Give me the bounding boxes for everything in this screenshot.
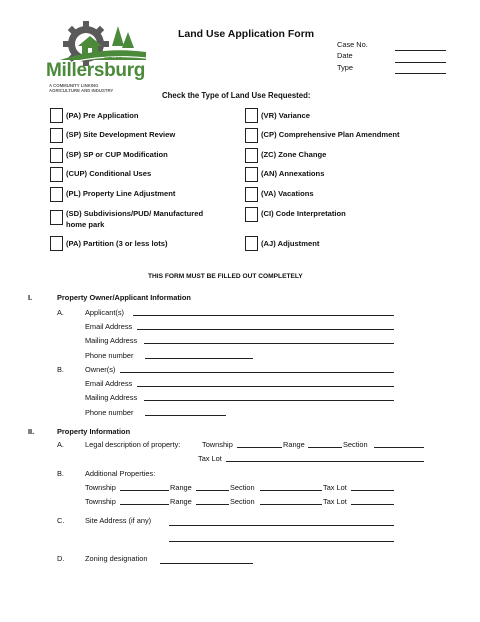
section-2-number: II. — [28, 427, 35, 436]
date-input[interactable] — [395, 54, 446, 63]
section-1-a: A. — [57, 308, 64, 317]
option-ci-code-interpretation: (CI) Code Interpretation — [261, 209, 346, 218]
add1-tax-lot-label: Tax Lot — [323, 483, 347, 492]
owner-phone-label: Phone number — [85, 408, 134, 417]
section-1-title: Property Owner/Applicant Information — [57, 293, 191, 302]
form-title: Land Use Application Form — [178, 28, 315, 40]
checkbox-vr-variance[interactable] — [245, 108, 258, 123]
date-label: Date — [337, 51, 353, 60]
add1-section-input[interactable] — [260, 482, 322, 491]
owner-email-input[interactable] — [137, 378, 394, 387]
applicant-mailing-label: Mailing Address — [85, 336, 138, 345]
city-logo — [42, 16, 154, 96]
legal-range-label: Range — [283, 440, 305, 449]
add1-range-input[interactable] — [196, 482, 229, 491]
checkbox-pa-pre-application[interactable] — [50, 108, 63, 123]
add2-range-label: Range — [170, 497, 192, 506]
option-va-vacations: (VA) Vacations — [261, 189, 314, 198]
applicant-email-label: Email Address — [85, 322, 133, 331]
owner-mailing-label: Mailing Address — [85, 393, 138, 402]
option-vr-variance: (VR) Variance — [261, 111, 310, 120]
add2-tax-lot-input[interactable] — [351, 496, 394, 505]
option-pa-partition: (PA) Partition (3 or less lots) — [66, 239, 168, 248]
legal-section-label: Section — [343, 440, 368, 449]
option-sd-subdivisions-line2: home park — [66, 220, 105, 229]
zoning-designation-label: Zoning designation — [85, 554, 148, 563]
option-sp-site-development: (SP) Site Development Review — [66, 130, 176, 139]
checkbox-zc-zone-change[interactable] — [245, 148, 258, 163]
add2-township-input[interactable] — [120, 496, 169, 505]
option-zc-zone-change: (ZC) Zone Change — [261, 150, 327, 159]
applicant-email-input[interactable] — [137, 321, 394, 330]
type-label: Type — [337, 63, 354, 72]
logo-tagline-1: A COMMUNITY LINKING — [49, 83, 99, 88]
checkbox-aj-adjustment[interactable] — [245, 236, 258, 251]
applicant-input[interactable] — [133, 307, 394, 316]
add2-township-label: Township — [85, 497, 116, 506]
add1-tax-lot-input[interactable] — [351, 482, 394, 491]
checkbox-cup-conditional-uses[interactable] — [50, 167, 63, 182]
section-2-d: D. — [57, 554, 65, 563]
legal-township-input[interactable] — [237, 439, 282, 448]
add1-township-input[interactable] — [120, 482, 169, 491]
zoning-designation-input[interactable] — [160, 555, 253, 564]
option-cp-comprehensive-plan: (CP) Comprehensive Plan Amendment — [261, 130, 400, 139]
section-1-number: I. — [28, 293, 33, 302]
option-sd-subdivisions: (SD) Subdivisions/PUD/ Manufactured — [66, 209, 204, 218]
legal-tax-lot-label: Tax Lot — [198, 454, 222, 463]
owner-label: Owner(s) — [85, 365, 116, 374]
legal-township-label: Township — [202, 440, 233, 449]
logo-city-of: CITY OF — [104, 56, 122, 61]
form-notice: THIS FORM MUST BE FILLED OUT COMPLETELY — [148, 273, 303, 280]
site-address-label: Site Address (if any) — [85, 516, 152, 525]
legal-section-input[interactable] — [374, 439, 424, 448]
checkbox-sp-cup-modification[interactable] — [50, 148, 63, 163]
case-no-input[interactable] — [395, 42, 446, 51]
add2-range-input[interactable] — [196, 496, 229, 505]
checkbox-ci-code-interpretation[interactable] — [245, 207, 258, 222]
checkbox-sd-subdivisions[interactable] — [50, 210, 63, 225]
option-sp-cup-modification: (SP) SP or CUP Modification — [66, 150, 168, 159]
case-no-label: Case No. — [337, 40, 368, 49]
site-address-input-2[interactable] — [169, 533, 394, 542]
option-an-annexations: (AN) Annexations — [261, 169, 325, 178]
legal-tax-lot-input[interactable] — [226, 453, 424, 462]
owner-phone-input[interactable] — [145, 407, 226, 416]
section-2-c: C. — [57, 516, 65, 525]
checkbox-sp-site-development[interactable] — [50, 128, 63, 143]
owner-input[interactable] — [120, 364, 394, 373]
checkbox-pl-property-line[interactable] — [50, 187, 63, 202]
checkbox-pa-partition[interactable] — [50, 236, 63, 251]
owner-email-label: Email Address — [85, 379, 133, 388]
gear-house-icon — [42, 16, 154, 66]
applicant-mailing-input[interactable] — [144, 335, 394, 344]
add1-township-label: Township — [85, 483, 116, 492]
type-input[interactable] — [395, 65, 446, 74]
add2-tax-lot-label: Tax Lot — [323, 497, 347, 506]
applicant-label: Applicant(s) — [85, 308, 125, 317]
legal-range-input[interactable] — [308, 439, 342, 448]
checkbox-cp-comprehensive-plan[interactable] — [245, 128, 258, 143]
add1-section-label: Section — [230, 483, 255, 492]
applicant-phone-label: Phone number — [85, 351, 134, 360]
additional-properties-label: Additional Properties: — [85, 469, 156, 478]
logo-tagline-2: AGRICULTURE AND INDUSTRY — [49, 88, 114, 93]
checkbox-an-annexations[interactable] — [245, 167, 258, 182]
add2-section-label: Section — [230, 497, 255, 506]
add1-range-label: Range — [170, 483, 192, 492]
add2-section-input[interactable] — [260, 496, 322, 505]
option-pl-property-line: (PL) Property Line Adjustment — [66, 189, 176, 198]
applicant-phone-input[interactable] — [145, 350, 253, 359]
legal-description-label: Legal description of property: — [85, 440, 181, 449]
logo-name: Millersburg — [46, 60, 146, 81]
checkbox-va-vacations[interactable] — [245, 187, 258, 202]
section-2-a: A. — [57, 440, 64, 449]
site-address-input-1[interactable] — [169, 517, 394, 526]
check-heading: Check the Type of Land Use Requested: — [162, 91, 311, 100]
option-cup-conditional-uses: (CUP) Conditional Uses — [66, 169, 152, 178]
option-aj-adjustment: (AJ) Adjustment — [261, 239, 320, 248]
section-2-title: Property Information — [57, 427, 131, 436]
section-2-b: B. — [57, 469, 64, 478]
option-pa-pre-application: (PA) Pre Application — [66, 111, 139, 120]
section-1-b: B. — [57, 365, 64, 374]
owner-mailing-input[interactable] — [144, 392, 394, 401]
